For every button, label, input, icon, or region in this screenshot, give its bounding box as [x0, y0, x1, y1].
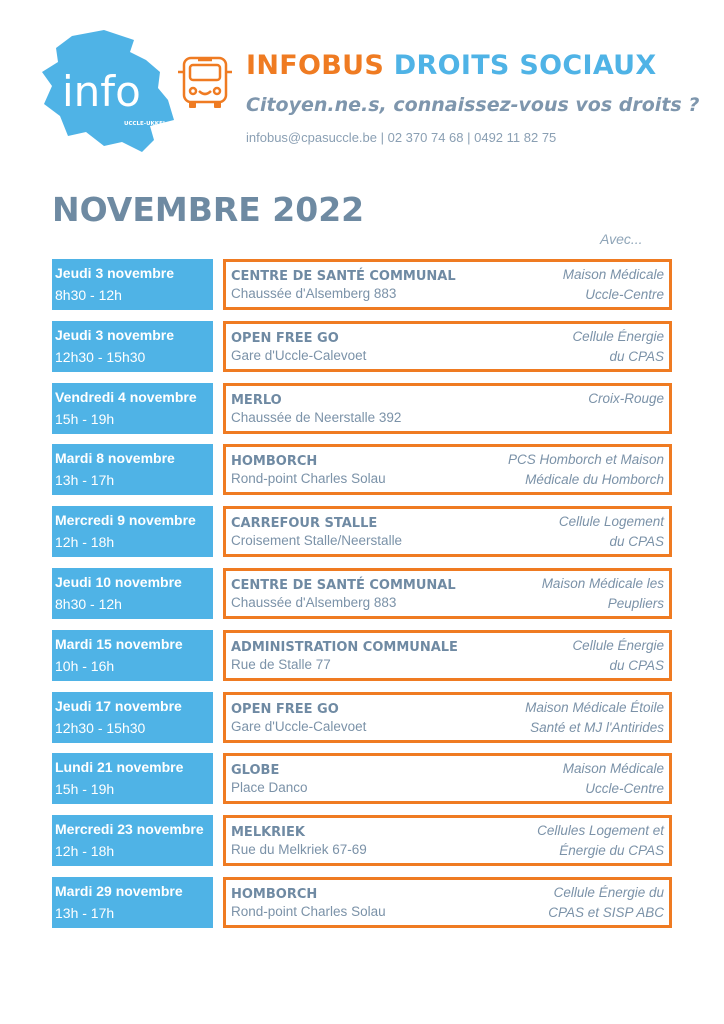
schedule-row — [52, 692, 672, 743]
uccle-map-icon — [42, 28, 177, 153]
partner-line-1: Maison Médicale Étoile — [525, 699, 664, 715]
partner-text — [434, 574, 664, 614]
event-day: Jeudi 3 novembre — [55, 265, 175, 281]
partner-line-1: PCS Homborch et Maison — [507, 452, 664, 468]
location-box — [223, 568, 672, 619]
partner-line-2: du CPAS — [609, 348, 664, 364]
partner-line-1: Cellule Logement — [558, 514, 664, 530]
partner-line-2: du CPAS — [609, 534, 664, 550]
date-box — [52, 630, 213, 681]
date-box — [52, 753, 213, 804]
partner-line-1: Croix-Rouge — [588, 390, 664, 406]
partner-text — [434, 450, 664, 490]
location-box — [223, 259, 672, 310]
event-hours: 8h30 - 12h — [55, 287, 122, 303]
partner-line-2: Santé et MJ l'Antirides — [530, 719, 664, 735]
partner-line-1: Cellule Énergie du — [553, 884, 664, 900]
location-address: Chaussée de Neerstalle 392 — [231, 409, 402, 425]
location-address: Gare d'Uccle-Calevoet — [231, 347, 367, 363]
date-box — [52, 506, 213, 557]
location-box — [223, 630, 672, 681]
bus-icon — [176, 54, 234, 112]
date-box — [52, 321, 213, 372]
schedule-row — [52, 259, 672, 310]
event-hours: 13h - 17h — [55, 904, 115, 921]
event-day: Jeudi 17 novembre — [55, 697, 182, 714]
partner-line-1: Cellule Énergie — [572, 328, 664, 344]
event-hours: 8h30 - 12h — [55, 595, 122, 612]
location-name: MERLO — [231, 392, 282, 408]
event-day: Mardi 8 novembre — [55, 450, 175, 467]
event-hours: 10h - 16h — [55, 657, 115, 674]
location-address: Rue de Stalle 77 — [231, 656, 331, 672]
location-name: HOMBORCH — [231, 886, 318, 902]
location-address: Chaussée d'Alsemberg 883 — [231, 286, 397, 301]
partner-text — [434, 883, 664, 923]
event-day: Mercredi 23 novembre — [55, 821, 204, 838]
schedule-row — [52, 383, 672, 434]
location-box — [223, 444, 672, 495]
event-day: Lundi 21 novembre — [55, 759, 184, 776]
schedule-row — [52, 506, 672, 557]
partner-line-2: CPAS et SISP ABC — [548, 904, 664, 920]
partner-line-1: Cellule Énergie — [572, 637, 664, 653]
location-address: Rond-point Charles Solau — [231, 471, 386, 487]
partner-line-2: Uccle-Centre — [585, 287, 664, 302]
partner-line-1: Cellules Logement et — [537, 823, 664, 839]
event-hours: 12h30 - 15h30 — [55, 348, 146, 365]
location-address: Rond-point Charles Solau — [231, 903, 386, 919]
schedule-row — [52, 568, 672, 619]
infobus-logo — [42, 28, 177, 153]
schedule-row — [52, 753, 672, 804]
partner-line-1: Maison Médicale les — [541, 575, 664, 591]
avec-label: Avec... — [600, 231, 643, 247]
partner-text — [434, 265, 664, 305]
date-box — [52, 877, 213, 928]
schedule-list — [52, 259, 672, 939]
partner-line-1: Maison Médicale — [562, 761, 664, 777]
location-name: CENTRE DE SANTÉ COMMUNAL — [231, 269, 456, 284]
location-box — [223, 815, 672, 866]
location-address: Gare d'Uccle-Calevoet — [231, 718, 367, 734]
location-box — [223, 383, 672, 434]
location-address: Rue du Melkriek 67-69 — [231, 842, 367, 858]
title-droits-sociaux: DROITS SOCIAUX — [393, 50, 657, 81]
event-hours: 15h - 19h — [55, 781, 115, 798]
location-address: Croisement Stalle/Neerstalle — [231, 533, 403, 549]
date-box — [52, 383, 213, 434]
schedule-row — [52, 815, 672, 866]
event-hours: 12h30 - 15h30 — [55, 719, 146, 736]
event-day: Jeudi 10 novembre — [55, 573, 182, 590]
partner-text — [434, 327, 664, 367]
event-day: Vendredi 4 novembre — [55, 388, 197, 405]
page-subtitle: Citoyen.ne.s, connaissez-vous vos droits ? — [246, 94, 700, 116]
partner-line-1: Maison Médicale — [562, 267, 664, 282]
partner-line-2: du CPAS — [609, 657, 664, 673]
partner-line-2: Uccle-Centre — [585, 781, 664, 797]
location-box — [223, 321, 672, 372]
event-hours: 15h - 19h — [55, 410, 115, 427]
date-box — [52, 259, 213, 310]
location-name: MELKRIEK — [231, 825, 305, 841]
date-box — [52, 444, 213, 495]
location-box — [223, 753, 672, 804]
location-box — [223, 877, 672, 928]
location-address: Chaussée d'Alsemberg 883 — [231, 594, 397, 610]
title-infobus: INFOBUS — [246, 50, 385, 81]
schedule-row — [52, 877, 672, 928]
event-day: Mardi 29 novembre — [55, 882, 183, 899]
month-heading: NOVEMBRE 2022 — [52, 190, 365, 229]
schedule-row — [52, 444, 672, 495]
location-name: HOMBORCH — [231, 454, 318, 470]
event-hours: 12h - 18h — [55, 843, 115, 860]
date-box — [52, 692, 213, 743]
location-name: CARREFOUR STALLE — [231, 516, 378, 532]
page-title — [246, 50, 657, 81]
partner-line-2: Peupliers — [607, 595, 664, 611]
partner-text — [434, 512, 664, 552]
location-box — [223, 506, 672, 557]
location-box — [223, 692, 672, 743]
event-hours: 13h - 17h — [55, 472, 115, 489]
event-day: Mardi 15 novembre — [55, 635, 183, 652]
date-box — [52, 568, 213, 619]
location-address: Place Danco — [231, 780, 308, 796]
partner-line-2: Médicale du Homborch — [525, 472, 664, 488]
partner-text — [434, 759, 664, 799]
schedule-row — [52, 321, 672, 372]
location-name: OPEN FREE GO — [231, 330, 339, 346]
partner-text — [434, 698, 664, 738]
event-day: Jeudi 3 novembre — [55, 326, 175, 343]
date-box — [52, 815, 213, 866]
partner-text — [434, 821, 664, 861]
partner-text — [434, 636, 664, 676]
schedule-row — [52, 630, 672, 681]
location-name: CENTRE DE SANTÉ COMMUNAL — [231, 577, 456, 593]
contact-info: infobus@cpasuccle.be | 02 370 74 68 | 0492 11 82 75 — [246, 130, 557, 145]
location-name: OPEN FREE GO — [231, 701, 339, 717]
partner-text — [434, 389, 664, 409]
location-name: ADMINISTRATION COMMUNALE — [231, 639, 458, 655]
location-name: GLOBE — [231, 763, 280, 779]
partner-line-2: Énergie du CPAS — [559, 843, 664, 859]
event-day: Mercredi 9 novembre — [55, 512, 196, 529]
event-hours: 12h - 18h — [55, 534, 115, 551]
logo-caption: UCCLE-UKKEL — [124, 121, 167, 127]
logo-text: info — [62, 67, 141, 116]
